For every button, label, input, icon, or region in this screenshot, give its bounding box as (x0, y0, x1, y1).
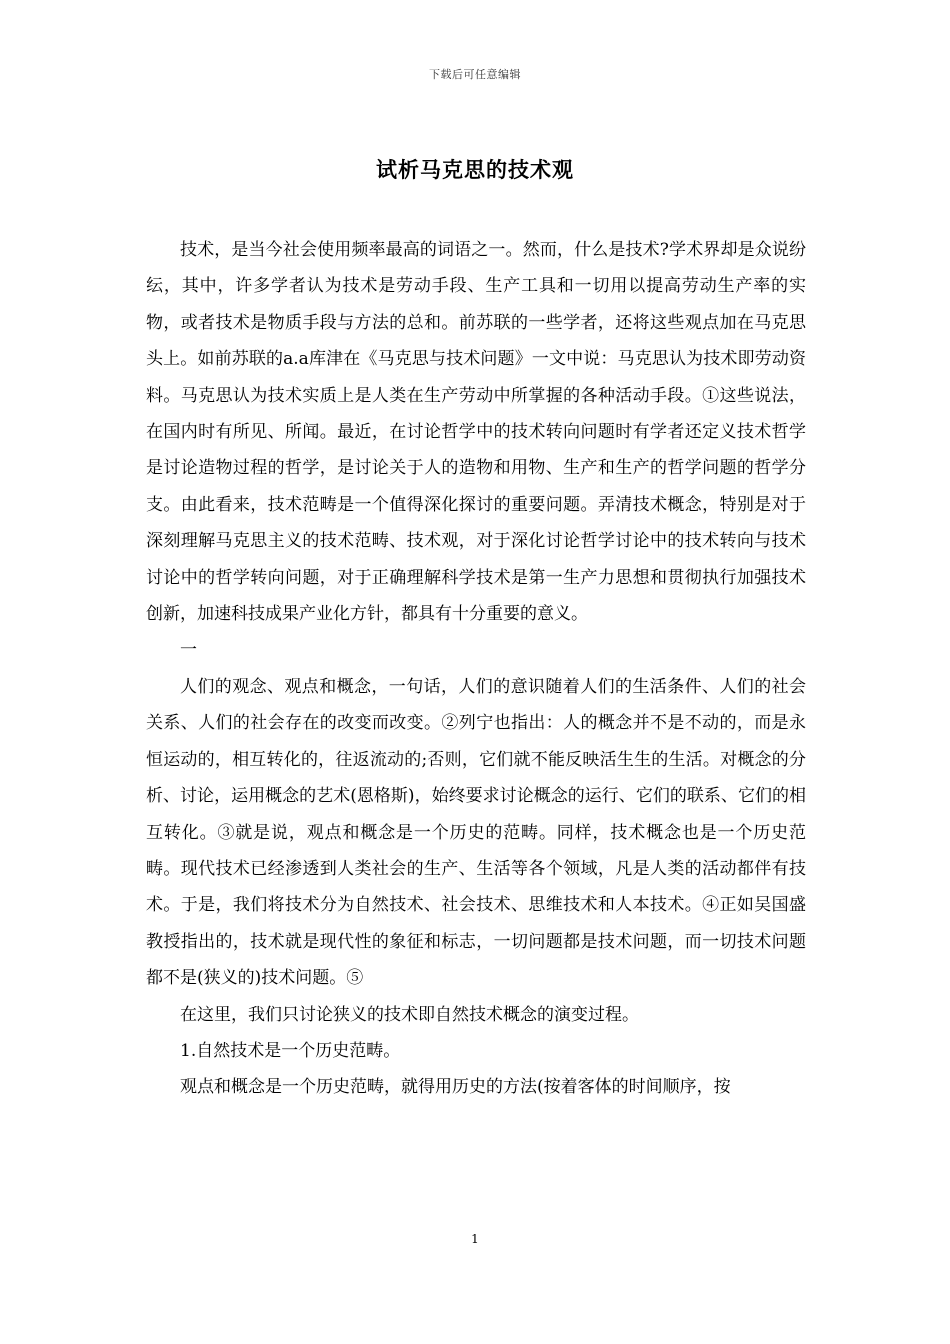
paragraph-history: 观点和概念是一个历史范畴，就得用历史的方法(按着客体的时间顺序，按 (180, 1077, 731, 1098)
paragraph-scope: 在这里，我们只讨论狭义的技术即自然技术概念的演变过程。 (180, 1004, 639, 1025)
header-note: 下载后可任意编辑 (429, 68, 521, 81)
section-heading-one: 一 (180, 640, 197, 661)
paragraph-concepts: 人们的观念、观点和概念，一句话，人们的意识随着人们的生活条件、人们的社会关系、人们的社会存在的改变而改变。②列宁也指出：人的概念并不是不动的，而是永恒运动的，相互转化的，往返流动的;否则，它们就不能反映活生生的生活。对概念的分析、讨论，运用概念的艺术(恩格斯)，始终要求讨论概念的运行、它们的联系、它们的相互转化。③就是说，观点和概念是一个历史的范畴。同样，技术概念也是一个历史范畴。现代技术已经渗透到人类社会的生产、生活等各个领域，凡是人类的活动都伴有技术。于是，我们将技术分为自然技术、社会技术、思维技术和人本技术。④正如吴国盛教授指出的，技术就是现代性的象征和标志，一切问题都是技术问题，而一切技术问题都不是(狭义的)技术问题。⑤ (146, 676, 806, 989)
subsection-heading: 1.自然技术是一个历史范畴。 (180, 1040, 401, 1061)
page-number: 1 (471, 1232, 479, 1246)
document-title: 试析马克思的技术观 (376, 157, 574, 182)
paragraph-intro: 技术，是当今社会使用频率最高的词语之一。然而，什么是技术?学术界却是众说纷纭，其中，许多学者认为技术是劳动手段、生产工具和一切用以提高劳动生产率的实物，或者技术是物质手段与方法的总和。前苏联的一些学者，还将这些观点加在马克思头上。如前苏联的a.a库津在《马克思与技术问题》一文中说：马克思认为技术即劳动资料。马克思认为技术实质上是人类在生产劳动中所掌握的各种活动手段。①这些说法，在国内时有所见、所闻。最近，在讨论哲学中的技术转向问题时有学者还定义技术哲学是讨论造物过程的哲学，是讨论关于人的造物和用物、生产和生产的哲学问题的哲学分支。由此看来，技术范畴是一个值得深化探讨的重要问题。弄清技术概念，特别是对于深刻理解马克思主义的技术范畴、技术观，对于深化讨论哲学讨论中的技术转向与技术讨论中的哲学转向问题，对于正确理解科学技术是第一生产力思想和贯彻执行加强技术创新，加速科技成果产业化方针，都具有十分重要的意义。 (146, 240, 806, 625)
document-body (146, 232, 806, 1106)
